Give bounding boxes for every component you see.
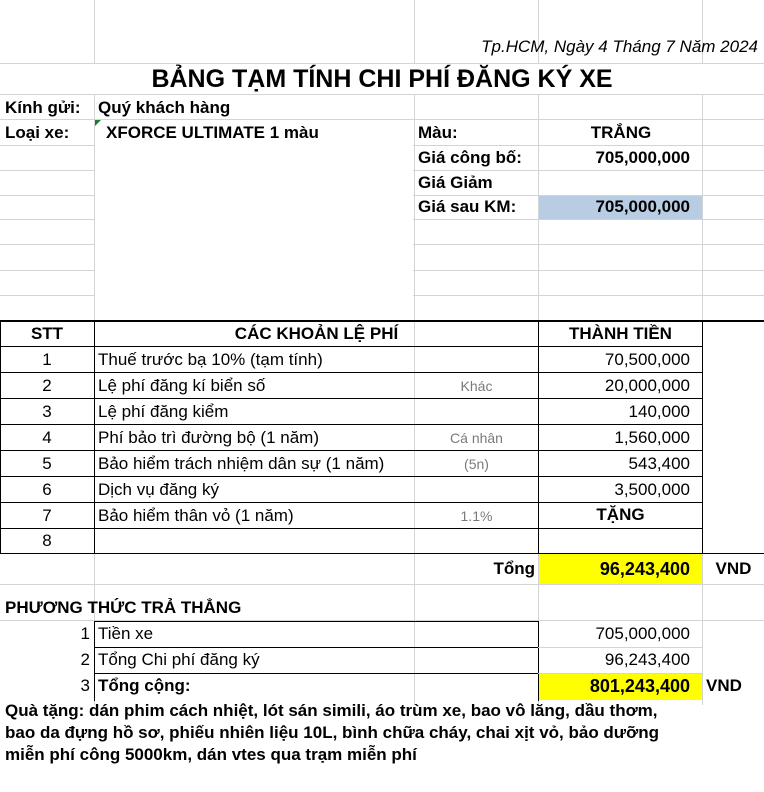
date-line: Tp.HCM, Ngày 4 Tháng 7 Năm 2024 [481,37,758,56]
fee-stt: 3 [42,402,52,421]
page-title: BẢNG TẠM TÍNH CHI PHÍ ĐĂNG KÝ XE [151,65,613,93]
gia-cong-bo-value: 705,000,000 [595,148,690,167]
gia-sau-km-label: Giá sau KM: [418,197,517,216]
kinh-gui-value: Quý khách hàng [98,98,231,117]
fee-name: Bảo hiểm thân vỏ (1 năm) [98,506,294,525]
fee-name: Thuế trước bạ 10% (tạm tính) [98,350,323,369]
fee-name: Lệ phí đăng kiểm [98,402,229,421]
fee-amount: 20,000,000 [604,376,690,395]
fee-name: Phí bảo trì đường bộ (1 năm) [98,428,319,447]
col-header-items: CÁC KHOẢN LỆ PHÍ [234,324,399,343]
loai-xe-value: XFORCE ULTIMATE 1 màu [106,123,319,142]
fee-amount: 3,500,000 [614,480,690,499]
gifts-line-3: miễn phí công 5000km, dán vtes qua trạm miễn phí [5,745,417,764]
total-currency: VND [715,559,752,578]
fee-name: Lệ phí đăng kí biển số [98,376,266,395]
payment-no: 2 [80,650,90,669]
fee-stt: 6 [42,480,52,499]
payment-no: 1 [80,624,90,643]
fee-amount: 140,000 [628,402,690,421]
fee-stt: 5 [42,454,52,473]
kinh-gui-label: Kính gửi: [5,98,81,117]
col-header-stt: STT [30,324,64,343]
fee-name: Bảo hiểm trách nhiệm dân sự (1 năm) [98,454,385,473]
fee-note: 1.1% [460,508,493,524]
fee-amount: 543,400 [628,454,690,473]
fee-amount-gift: TẶNG [596,505,645,524]
fee-stt: 8 [42,531,52,550]
gifts-line-2: bao da đựng hồ sơ, phiếu nhiên liệu 10L, bình chữa cháy, chai xịt vỏ, bảo dưỡng [5,723,659,742]
fee-stt: 7 [42,506,52,525]
col-header-amount: THÀNH TIỀN [569,324,672,343]
fee-note: Cá nhân [450,430,503,446]
payment-value: 705,000,000 [595,624,690,643]
grand-total-label: Tổng cộng: [98,676,191,695]
mau-value: TRẮNG [590,123,652,142]
gia-cong-bo-label: Giá công bố: [418,148,522,167]
fee-name: Dịch vụ đăng ký [98,480,219,499]
fee-stt: 1 [42,350,52,369]
payment-no: 3 [80,676,90,695]
total-value: 96,243,400 [599,559,690,579]
total-label: Tổng [493,559,535,578]
payment-heading: PHƯƠNG THỨC TRẢ THẲNG [5,598,242,617]
payment-label: Tổng Chi phí đăng ký [98,650,260,669]
fee-stt: 2 [42,376,52,395]
gia-giam-label: Giá Giảm [418,173,493,192]
fee-amount: 70,500,000 [604,350,690,369]
grand-total-value: 801,243,400 [589,676,690,696]
fee-amount: 1,560,000 [614,428,690,447]
loai-xe-label: Loại xe: [5,123,70,142]
gifts-line-1: Quà tặng: dán phim cách nhiệt, lót sán simili, áo trùm xe, bao vô lăng, dầu thơm, [5,701,658,720]
grand-total-currency: VND [706,676,742,695]
fee-stt: 4 [42,428,52,447]
payment-value: 96,243,400 [604,650,690,669]
mau-label: Màu: [418,123,458,142]
payment-label: Tiền xe [98,624,154,643]
gia-sau-km-value: 705,000,000 [595,197,690,216]
fee-note: (5n) [464,456,489,472]
fee-note: Khác [460,378,493,394]
